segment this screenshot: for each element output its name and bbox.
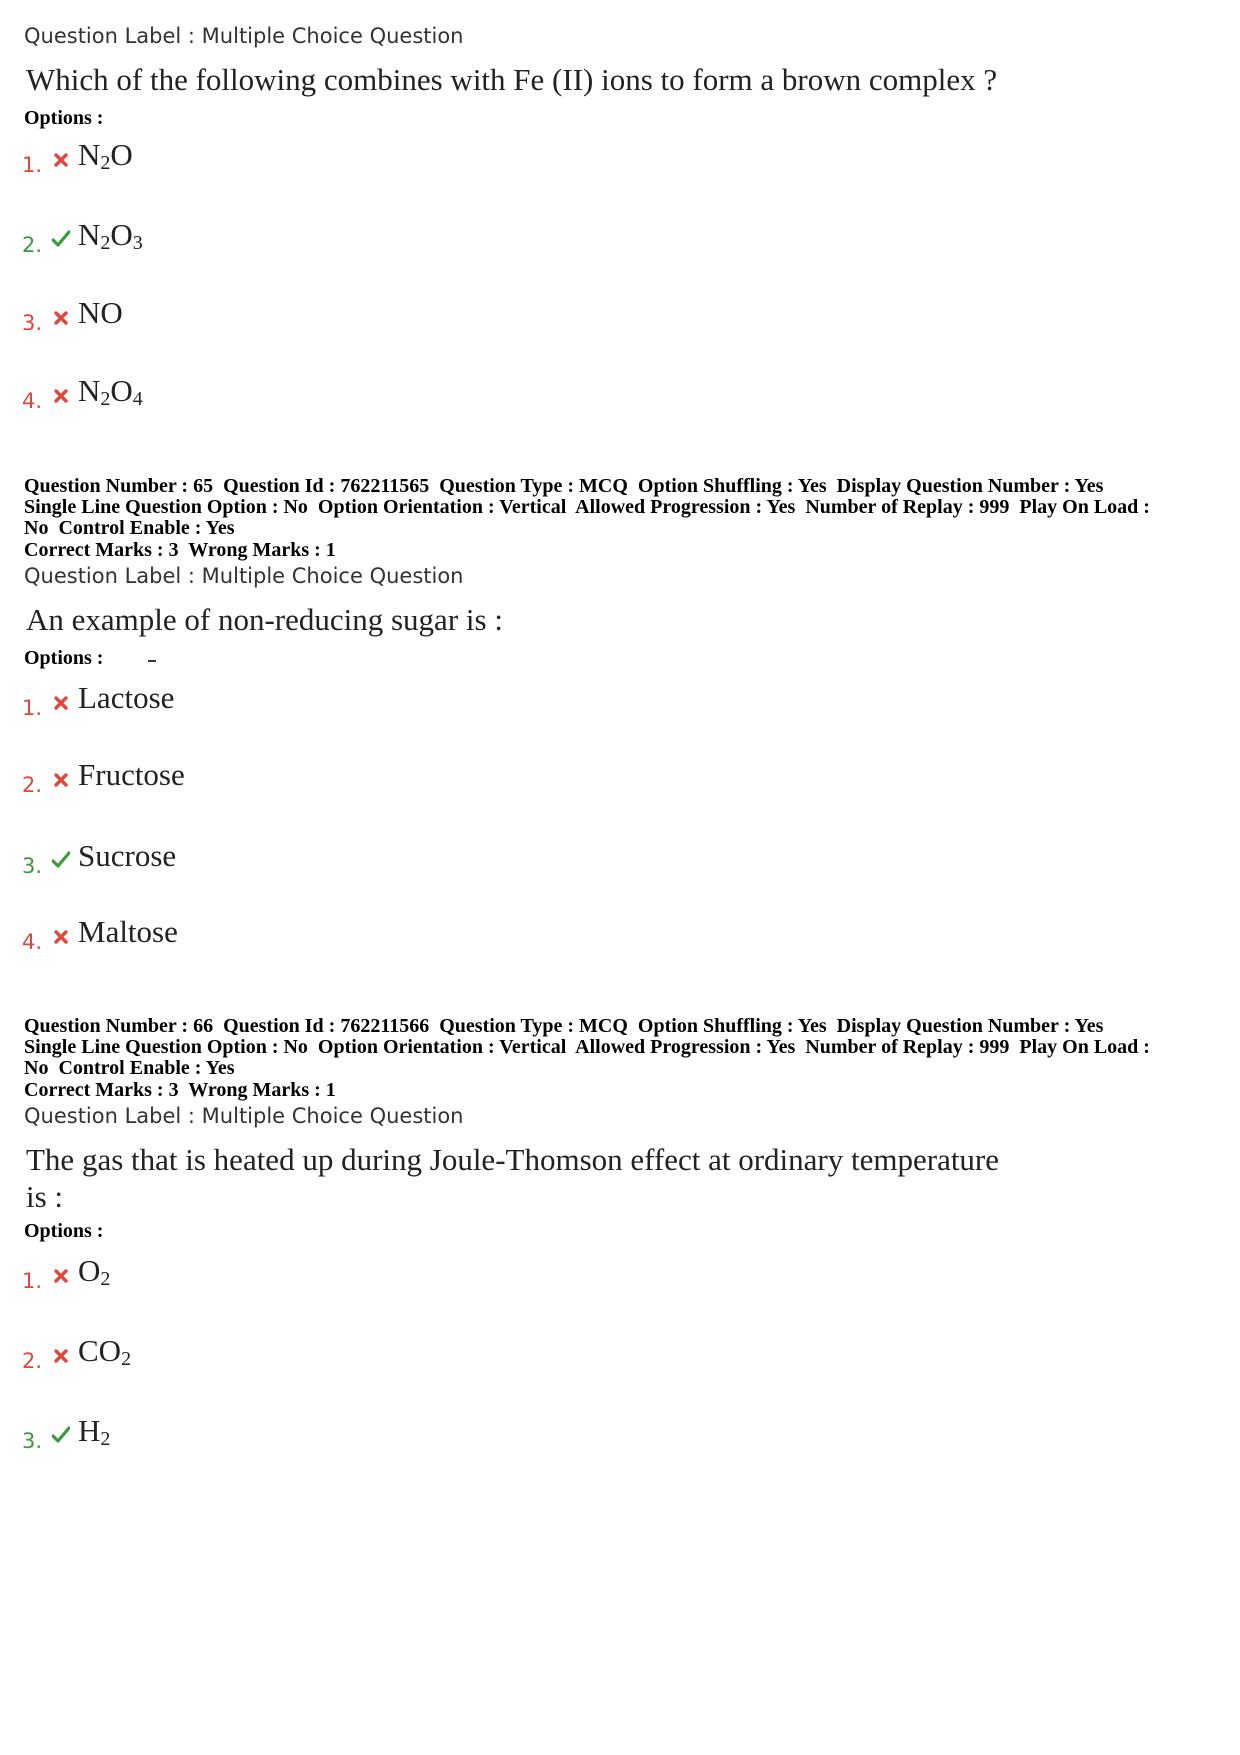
option-text: [78, 373, 143, 411]
question-label: Question Label : Multiple Choice Question: [24, 1104, 464, 1128]
option-text: [78, 1333, 131, 1371]
options-heading: Options :: [24, 647, 104, 669]
subscript: 2: [100, 1268, 111, 1290]
cross-icon: [52, 692, 70, 712]
question-label: Question Label : Multiple Choice Question: [24, 24, 464, 48]
option-text-part: O: [110, 373, 133, 408]
option-text: [78, 757, 185, 793]
subscript: 2: [100, 388, 111, 410]
option-text-part: O: [110, 217, 133, 252]
options-heading: Options :: [24, 107, 104, 129]
cross-icon: [52, 307, 70, 327]
question-text-line-1: The gas that is heated up during Joule-Thomson effect at ordinary temperature: [26, 1142, 1000, 1177]
option-text: [78, 838, 176, 874]
option-number: 3.: [22, 854, 43, 878]
option-text-part: H: [78, 1413, 101, 1448]
cross-icon: [52, 1345, 70, 1365]
check-icon: [52, 850, 70, 870]
option-number: 4.: [22, 389, 43, 413]
option-text-part: O: [78, 1253, 101, 1288]
marks-info: Correct Marks : 3 Wrong Marks : 1: [24, 1079, 336, 1101]
option-text-part: N: [78, 217, 101, 252]
question-text: Which of the following combines with Fe (II) ions to form a brown complex ?: [26, 62, 998, 97]
option-number: 3.: [22, 1429, 43, 1453]
question-text-line-2: is :: [26, 1179, 64, 1214]
option-text-part: Sucrose: [78, 838, 177, 873]
subscript: 2: [100, 232, 111, 254]
option-text-part: Lactose: [78, 680, 175, 715]
option-text: [78, 914, 178, 950]
option-text-part: O: [110, 137, 133, 172]
subscript: 3: [132, 232, 143, 254]
option-number: 1.: [22, 1269, 43, 1293]
option-text: [78, 680, 174, 716]
option-text-part: NO: [78, 295, 123, 330]
option-text-part: N: [78, 137, 101, 172]
check-icon: [52, 229, 70, 249]
option-number: 1.: [22, 696, 43, 720]
option-text: [78, 295, 123, 331]
question-label: Question Label : Multiple Choice Question: [24, 564, 464, 588]
marks-info: Correct Marks : 3 Wrong Marks : 1: [24, 539, 336, 561]
option-text-part: Fructose: [78, 757, 185, 792]
option-number: 2.: [22, 1349, 43, 1373]
option-text-part: N: [78, 373, 101, 408]
cross-icon: [52, 1265, 70, 1285]
cross-icon: [52, 769, 70, 789]
options-heading: Options :: [24, 1220, 104, 1242]
option-text: [78, 1253, 110, 1291]
option-number: 2.: [22, 233, 43, 257]
subscript: 2: [121, 1348, 132, 1370]
option-text: [78, 1413, 110, 1451]
option-text-part: CO: [78, 1333, 122, 1368]
option-text-part: Maltose: [78, 914, 178, 949]
question-text: An example of non-reducing sugar is :: [26, 602, 503, 637]
option-text: [78, 217, 143, 255]
cross-icon: [52, 149, 70, 169]
cross-icon: [52, 385, 70, 405]
option-number: 4.: [22, 930, 43, 954]
stray-mark: [148, 660, 156, 662]
question-meta: Question Number : 65 Question Id : 762211565 Question Type : MCQ Option Shuffling : Yes Display Question Number : Yes Single Line Question Option : No Option Orientation : Vertical Allowed Progression : Yes Number of Replay : 999 Play On Load : No Control Enable : Yes: [24, 475, 1150, 539]
question-meta: Question Number : 66 Question Id : 762211566 Question Type : MCQ Option Shuffling : Yes Display Question Number : Yes Single Line Question Option : No Option Orientation : Vertical Allowed Progression : Yes Number of Replay : 999 Play On Load : No Control Enable : Yes: [24, 1015, 1150, 1079]
option-text: [78, 137, 133, 175]
option-number: 3.: [22, 311, 43, 335]
option-number: 1.: [22, 153, 43, 177]
subscript: 2: [100, 1428, 111, 1450]
subscript: 2: [100, 152, 111, 174]
option-number: 2.: [22, 773, 43, 797]
cross-icon: [52, 926, 70, 946]
check-icon: [52, 1425, 70, 1445]
subscript: 4: [132, 388, 143, 410]
